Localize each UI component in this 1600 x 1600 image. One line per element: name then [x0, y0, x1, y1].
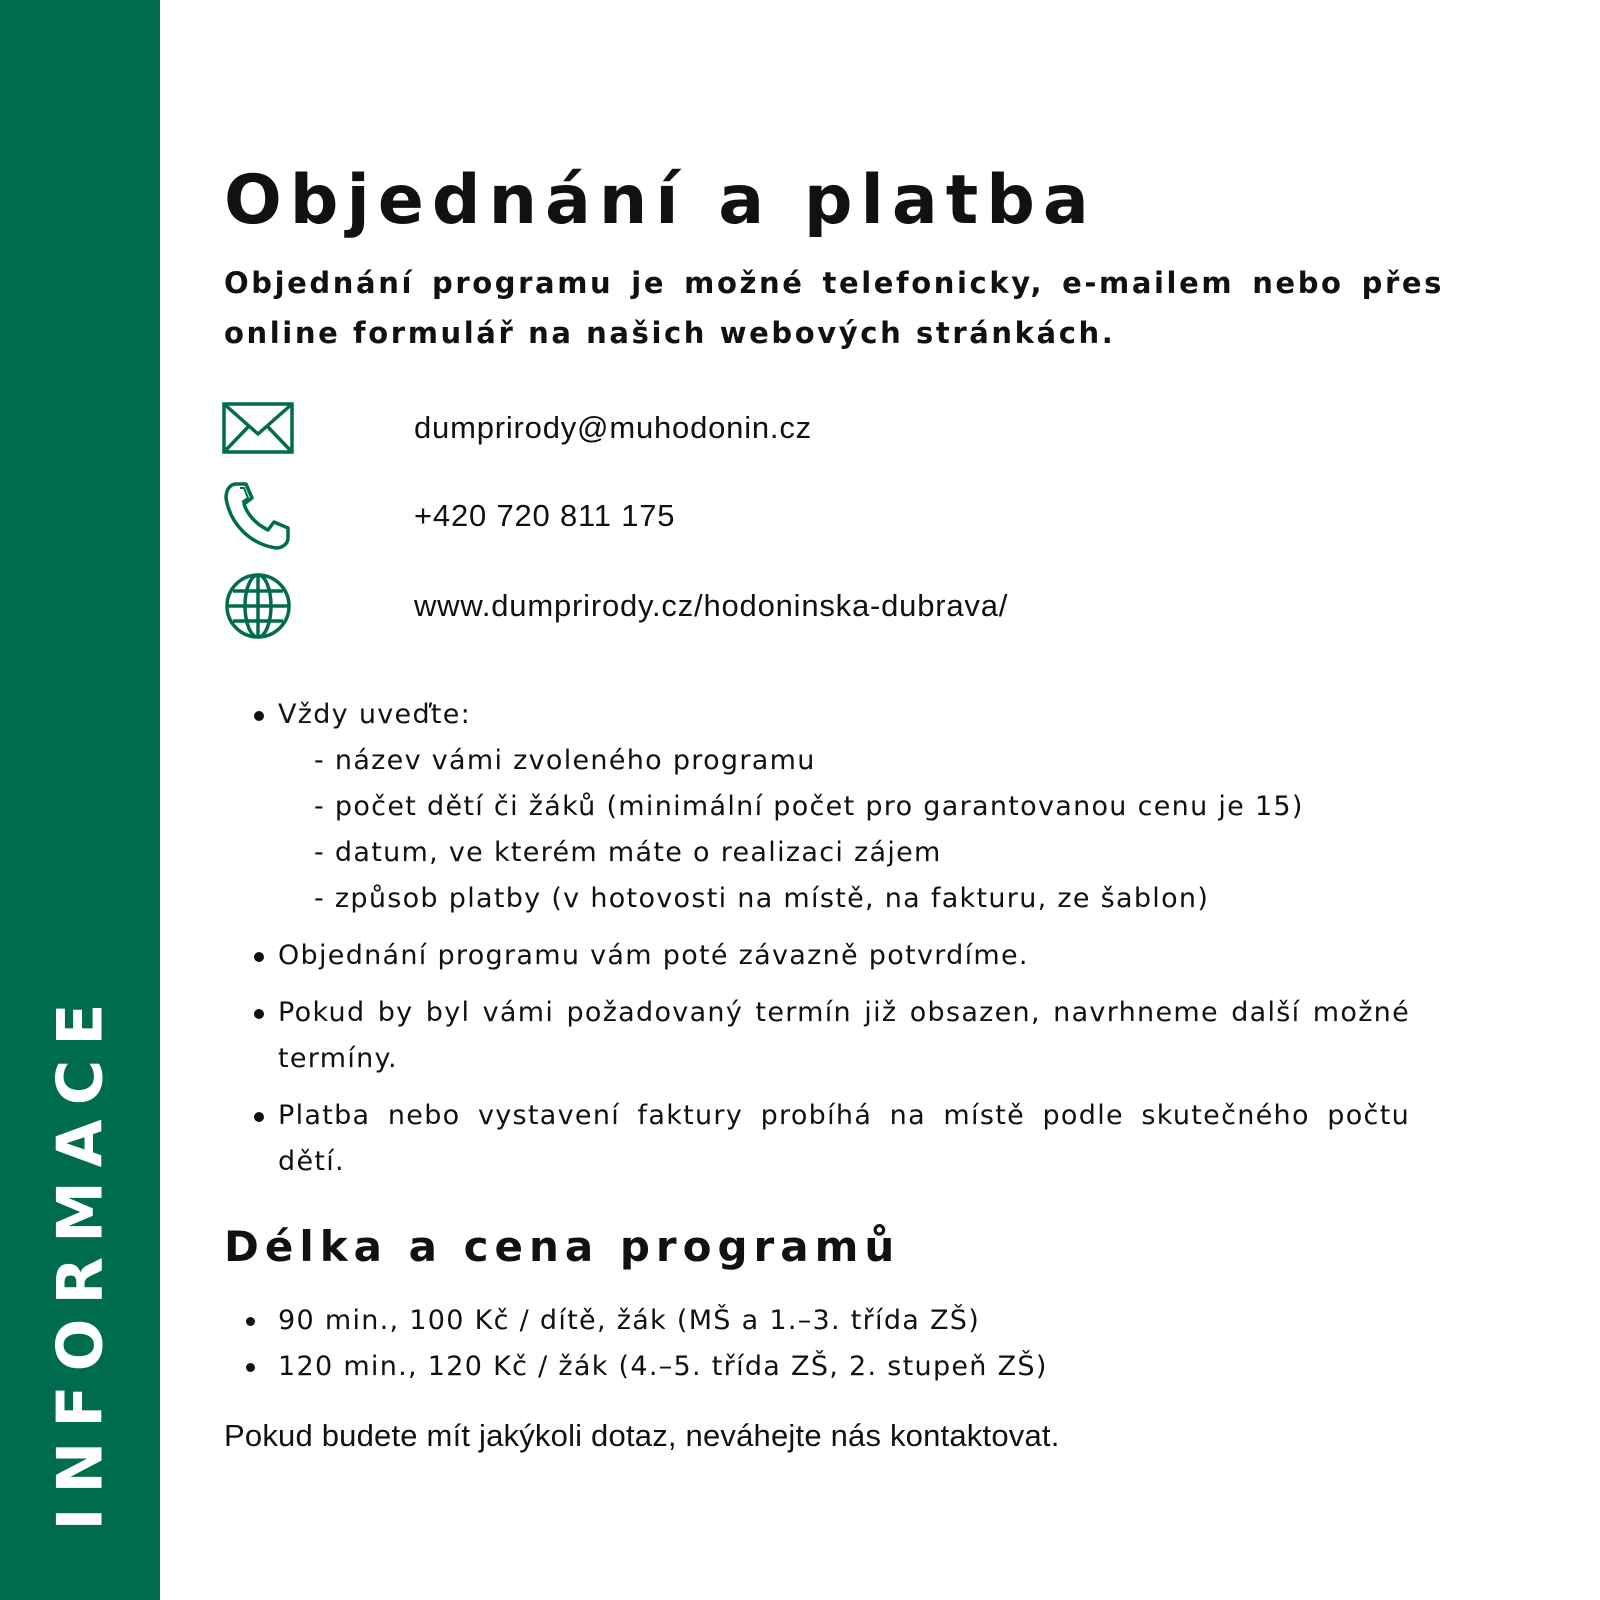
list-item [250, 1344, 1048, 1390]
contact-phone-text[interactable]: +420 720 811 175 [414, 498, 676, 533]
list-item [250, 1093, 1410, 1185]
contact-email[interactable] [222, 392, 812, 464]
list-item-text: Objednání programu vám poté závazně potvrdíme. [278, 940, 1029, 971]
list-item-text: Vždy uveďte: [278, 699, 472, 730]
contact-web[interactable] [222, 570, 1008, 642]
bullet-dot [254, 1112, 264, 1122]
sub-item: - název vámi zvoleného programu [314, 745, 816, 776]
globe-icon [222, 570, 294, 642]
bullet-dot [254, 711, 264, 721]
phone-icon [222, 480, 294, 552]
intro-text: Objednání programu je možné telefonicky, e-mailem nebo přes online formulář na našich webových stránkách. [224, 266, 1444, 350]
bullet-dot [246, 1363, 255, 1372]
bullet-dot [246, 1317, 255, 1326]
pricing-heading: Délka a cena programů [224, 1222, 901, 1271]
contact-email-text[interactable]: dumprirody@muhodonin.cz [414, 410, 812, 445]
list-item [250, 692, 1410, 922]
sub-item: - datum, ve kterém máte o realizaci zájem [314, 837, 942, 868]
contact-web-text[interactable]: www.dumprirody.cz/hodoninska-dubrava/ [414, 588, 1009, 623]
sidebar [0, 0, 160, 1600]
sidebar-label: INFORMACE [43, 989, 117, 1531]
list-item-text: Pokud by byl vámi požadovaný termín již obsazen, navrhneme další možné termíny. [278, 997, 1410, 1074]
list-item [250, 990, 1410, 1082]
bullet-dot [254, 1009, 264, 1019]
page-title: Objednání a platba [224, 161, 1097, 240]
price-item-text: 90 min., 100 Kč / dítě, žák (MŠ a 1.–3. třída ZŠ) [278, 1305, 981, 1336]
sub-item: - počet dětí či žáků (minimální počet pro garantovanou cenu je 15) [314, 791, 1304, 822]
contact-phone[interactable] [222, 480, 675, 552]
sub-item: - způsob platby (v hotovosti na místě, na fakturu, ze šablon) [314, 883, 1210, 914]
closing-text: Pokud budete mít jakýkoli dotaz, neváhejte nás kontaktovat. [224, 1418, 1060, 1453]
list-item [250, 1298, 980, 1344]
list-item-text: Platba nebo vystavení faktury probíhá na místě podle skutečného počtu dětí. [278, 1100, 1410, 1177]
price-item-text: 120 min., 120 Kč / žák (4.–5. třída ZŠ, 2. stupeň ZŠ) [278, 1351, 1048, 1382]
list-item [250, 933, 1410, 979]
bullet-dot [254, 952, 264, 962]
envelope-icon [222, 392, 294, 464]
